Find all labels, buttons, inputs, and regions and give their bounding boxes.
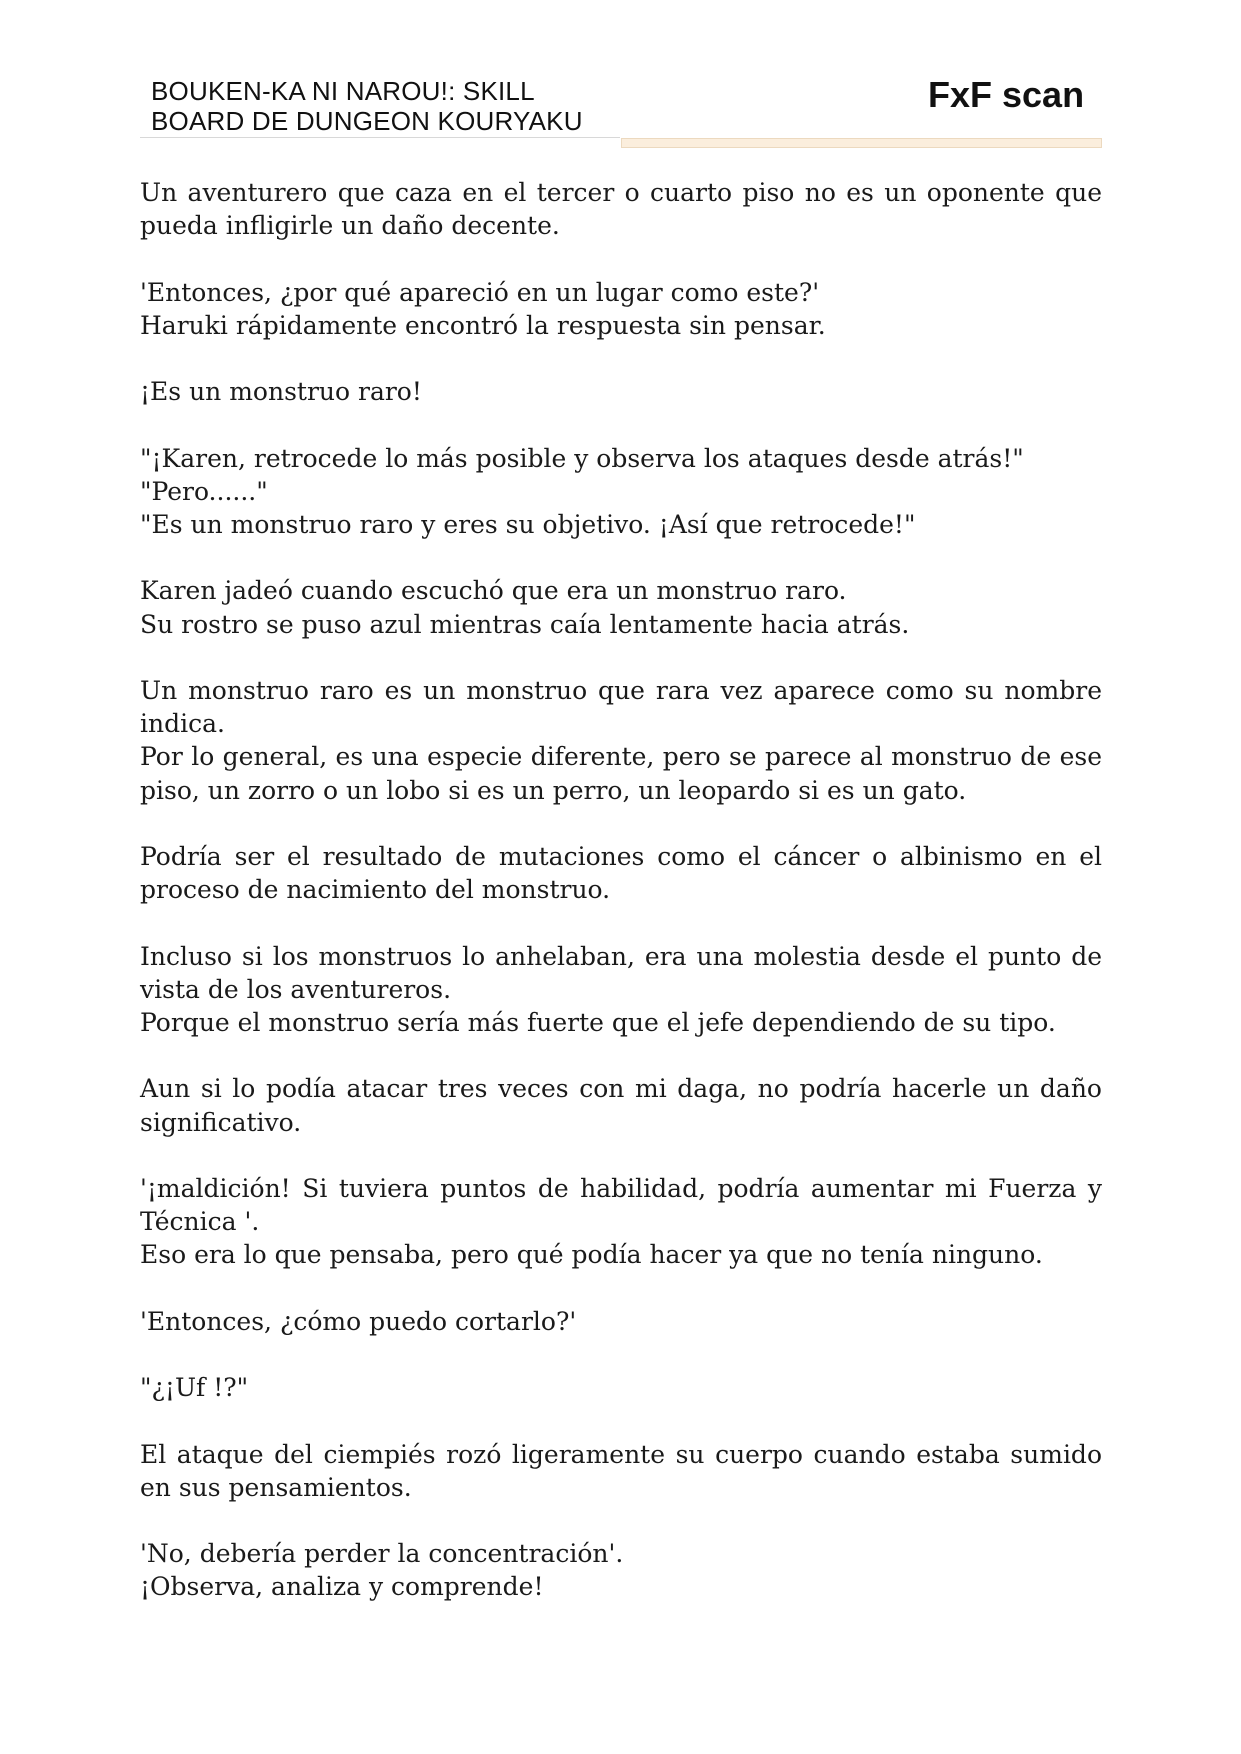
- paragraph-line: Karen jadeó cuando escuchó que era un monstruo raro.: [140, 576, 847, 606]
- paragraph-line: Aun si lo podía atacar tres veces con mi daga, no podría hacerle un daño: [140, 1074, 1102, 1104]
- paragraph: [140, 940, 1102, 1040]
- paragraph: [140, 1371, 1102, 1404]
- paragraph: [140, 276, 1102, 342]
- paragraph-line: ¡Es un monstruo raro!: [140, 377, 422, 407]
- paragraph-line: Por lo general, es una especie diferente, pero se parece al monstruo de ese: [140, 742, 1102, 772]
- paragraph-line: Eso era lo que pensaba, pero qué podía hacer ya que no tenía ninguno.: [140, 1240, 1043, 1270]
- paragraph-line: '¡maldición! Si tuviera puntos de habilidad, podría aumentar mi Fuerza y: [140, 1173, 1102, 1203]
- paragraph-line: Incluso si los monstruos lo anhelaban, era una molestia desde el punto de: [140, 941, 1102, 971]
- paragraph: [140, 1172, 1102, 1272]
- paragraph-line: significativo.: [140, 1107, 302, 1137]
- paragraph-line: "¿¡Uf !?": [140, 1373, 249, 1403]
- header-accent-bar: [621, 138, 1102, 148]
- scan-group-brand: FxF scan: [928, 74, 1085, 115]
- paragraph: [140, 674, 1102, 807]
- paragraph-line: Su rostro se puso azul mientras caía lentamente hacia atrás.: [140, 609, 910, 639]
- paragraph-line: 'No, debería perder la concentración'.: [140, 1539, 624, 1569]
- paragraph-line: indica.: [140, 709, 225, 739]
- paragraph: [140, 1072, 1102, 1138]
- paragraph-line: Porque el monstruo sería más fuerte que el jefe dependiendo de su tipo.: [140, 1007, 1056, 1037]
- paragraph-line: 'Entonces, ¿por qué apareció en un lugar como este?': [140, 277, 820, 307]
- paragraph-line: "Es un monstruo raro y eres su objetivo. ¡Así que retrocede!": [140, 509, 916, 539]
- paragraph-line: Técnica '.: [140, 1207, 260, 1237]
- paragraph: [140, 1537, 1102, 1603]
- paragraph-line: pueda infligirle un daño decente.: [140, 211, 560, 241]
- paragraph-line: "¡Karen, retrocede lo más posible y observa los ataques desde atrás!": [140, 443, 1024, 473]
- paragraph-line: Haruki rápidamente encontró la respuesta sin pensar.: [140, 310, 826, 340]
- paragraph: [140, 840, 1102, 906]
- paragraph: [140, 574, 1102, 640]
- paragraph: [140, 1305, 1102, 1338]
- paragraph: [140, 1438, 1102, 1504]
- paragraph-line: "Pero......": [140, 476, 268, 506]
- paragraph: [140, 176, 1102, 242]
- paragraph-line: Un monstruo raro es un monstruo que rara vez aparece como su nombre: [140, 675, 1102, 705]
- chapter-body: [140, 176, 1102, 1637]
- paragraph-line: El ataque del ciempiés rozó ligeramente su cuerpo cuando estaba sumido: [140, 1439, 1102, 1469]
- paragraph-line: Podría ser el resultado de mutaciones como el cáncer o albinismo en el: [140, 841, 1102, 871]
- series-title: [151, 76, 671, 136]
- paragraph: [140, 375, 1102, 408]
- paragraph-line: piso, un zorro o un lobo si es un perro, un leopardo si es un gato.: [140, 775, 967, 805]
- paragraph-line: ¡Observa, analiza y comprende!: [140, 1572, 544, 1602]
- paragraph-line: Un aventurero que caza en el tercer o cuarto piso no es un oponente que: [140, 178, 1102, 207]
- header-divider-line: [140, 137, 620, 138]
- paragraph-line: vista de los aventureros.: [140, 974, 452, 1004]
- series-title-line-2: BOARD DE DUNGEON KOURYAKU: [151, 106, 583, 136]
- paragraph: [140, 442, 1102, 542]
- paragraph-line: 'Entonces, ¿cómo puedo cortarlo?': [140, 1306, 577, 1336]
- paragraph-line: en sus pensamientos.: [140, 1472, 412, 1502]
- paragraph-line: proceso de nacimiento del monstruo.: [140, 875, 611, 905]
- series-title-line-1: BOUKEN-KA NI NAROU!: SKILL: [151, 76, 535, 106]
